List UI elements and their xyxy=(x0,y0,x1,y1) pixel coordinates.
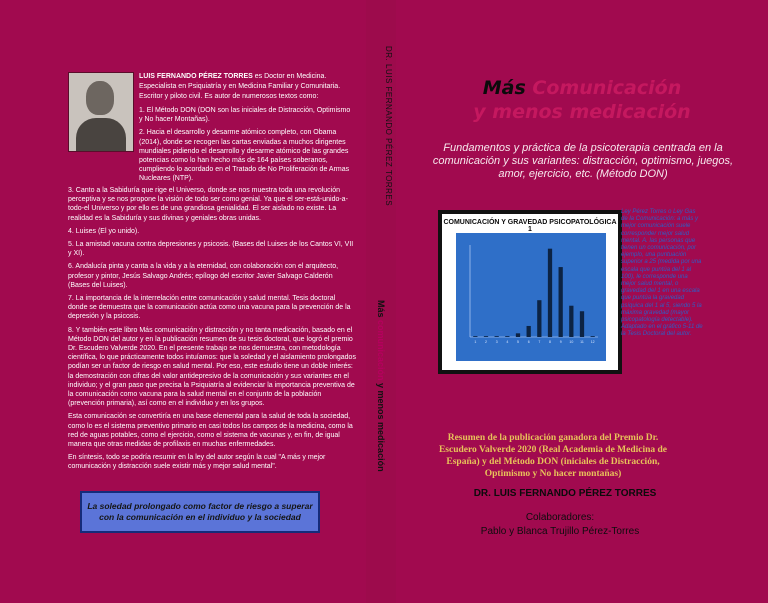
x-tick-label: 9 xyxy=(559,340,562,344)
chart-bar xyxy=(548,249,552,337)
x-tick-label: 1 xyxy=(474,340,477,344)
author-name: LUIS FERNANDO PÉREZ TORRES xyxy=(139,73,253,80)
x-tick-label: 8 xyxy=(549,340,551,344)
work-item: 1. El Método DON (DON son las iniciales de Distracción, Optimismo y No hacer Montañas). xyxy=(139,107,351,124)
x-tick-label: 5 xyxy=(517,340,519,344)
x-tick-label: 3 xyxy=(495,340,498,344)
chart-bar xyxy=(569,306,573,337)
chart-bar xyxy=(559,267,563,337)
book-subtitle: Fundamentos y práctica de la psicoterapia centrada en la comunicación y sus variantes: distracción, optimismo, juegos, amor, ejercicio, etc. (Método DON) xyxy=(432,142,734,180)
author-photo xyxy=(68,72,134,152)
body-paragraph: En síntesis, todo se podría resumir en la ley del autor según la cual "A más y mejor comunicación y distracción suele existir más y mejor salud mental". xyxy=(68,454,326,471)
chart-bar xyxy=(505,336,509,337)
x-tick-label: 7 xyxy=(538,340,541,344)
chart-bar xyxy=(516,333,520,337)
back-cover xyxy=(0,0,366,603)
collaborators-names: Pablo y Blanca Trujillo Pérez-Torres xyxy=(480,526,640,537)
chart-bar xyxy=(495,336,499,337)
chart-bar xyxy=(591,336,595,337)
chart-bar xyxy=(537,300,541,337)
x-tick-label: 12 xyxy=(590,340,595,344)
chart-frame xyxy=(438,210,622,374)
spine-book-title: Más comunicación y menos medicación xyxy=(376,300,386,472)
x-tick-label: 4 xyxy=(506,340,509,344)
works-list-bottom xyxy=(68,186,356,476)
chart-bar xyxy=(527,326,531,337)
work-item: 3. Canto a la Sabiduría que rige el Universo, donde se nos muestra toda una revolución perceptiva y se nos propone la visión de todo ser como genial. Ya que el ser-está-unido-a-todo-el Universo y por ello es de una grandiosa genialidad. El ser aislado no existe. La realidad es la Sabiduría y sus divinas y geniales obras unidas. xyxy=(68,187,348,222)
work-item: 5. La amistad vacuna contra depresiones y psicosis. (Bases del Luises de los Cantos VI, VII y XI). xyxy=(68,241,354,258)
chart-bar xyxy=(580,311,584,337)
work-item: 8. Y también este libro Más comunicación y distracción y no tanta medicación, basado en el Método DON del autor y en la publicación resumen de su tesis doctoral, que logró el premio Dr. Escudero Valverde 2020. En el presente trabajo se nos demuestra, con metodología científica, lo que prácticamente todos intuíamos: que la soledad y el aislamiento prolongados podían ser un factor de riesgo en salud mental. Por eso, este estudio tiene un doble interés: la demostración con cifras del valor antidepresivo de la comunicación y sus variantes en el individuo; y el gran paso que precisa la Psiquiatría al evidenciar la importancia preventiva de la comunicación como vacuna para la salud mental en el conjunto de la población (prevención primaria), así como en el individuo y en los grupos. xyxy=(68,326,356,408)
law-text: Ley Pérez Torres o Ley Gas de la Comunicación: a más y mejor comunicación suele corresponder mejor salud mental. A. las personas que tienen un comunicación, por ejemplo, una puntuación superior a 25 (medida por una escala que puntúa del 1 al 100), le corresponde una mejor salud mental, o gravedad del 1 en una escala que puntúa la gravedad psíquica del 1 al 5, siendo 5 la máxima gravedad (mayor psicopatología detectable). Adaptado en el gráfico 5-11 de la Tesis Doctoral del autor. xyxy=(621,209,703,338)
spine-author: DR. LUIS FERNANDO PÉREZ TORRES xyxy=(384,46,393,207)
work-item: 2. Hacia el desarrollo y desarme atómico completo, con Obama (2014), donde se recogen las cartas enviadas a muchos dirigentes mundiales pidiendo el desarrollo y desarme atómico de las grandes potencias como lo han hecho más de 164 países soberanos, cumpliendo lo acordado en el Tratado de No Proliferación de Armas Nucleares (NTP). xyxy=(139,129,350,183)
work-item: 7. La importancia de la interrelación entre comunicación y salud mental. Tesis doctoral donde se demuestra que la comunicación actúa como una vacuna para la prevención de la depresión y la psicosis. xyxy=(68,295,351,321)
chart-bar xyxy=(484,336,488,337)
x-tick-label: 2 xyxy=(485,340,487,344)
book-title-line2: y menos medicación xyxy=(473,101,691,123)
x-tick-label: 11 xyxy=(580,340,584,344)
tagline-box: La soledad prolongado como factor de riesgo a superar con la comunicación en el individuo y la sociedad xyxy=(80,491,320,533)
x-tick-label: 6 xyxy=(527,340,530,344)
front-author: DR. LUIS FERNANDO PÉREZ TORRES xyxy=(473,488,657,499)
work-item: 6. Andalucía pinta y canta a la vida y a la eternidad, con colaboración con el arquitecto, profesor y pintor, Jesús Salvago Andrés; epílogo del escritor Javier Salvago Calderón (Bases del Luises). xyxy=(68,263,339,289)
work-item: 4. Luises (El yo unido). xyxy=(68,227,140,235)
book-title-line1: Más Comunicación xyxy=(482,77,682,99)
x-tick-label: 10 xyxy=(569,340,574,344)
body-paragraph: Esta comunicación se convertiría en una base elemental para la salud de toda la sociedad, como lo es el sistema preventivo primario en casi todos los campos de la medicina, como la red de aguas potables, como el ejercicio, como el sistema de vacunas y, en fin, de igual manera que otras medidas de profilaxis en muchas enfermedades. xyxy=(68,413,353,449)
collaborators-label: Colaboradores: xyxy=(525,512,595,523)
award-summary: Resumen de la publicación ganadora del Premio Dr. Escudero Valverde 2020 (Real Academia de Medicina de España) y del Método DON (iniciales de Distracción, Optimismo y No hacer montañas) xyxy=(438,433,668,479)
chart-title: COMUNICACIÓN Y GRAVEDAD PSICOPATOLÓGICA 1 xyxy=(443,219,617,233)
author-bio-intro: LUIS FERNANDO PÉREZ TORRES es Doctor en Medicina. Especialista en Psiquiatría y en Medicina Familiar y Comunitaria. Escritor y piloto civil. Es autor de numerosos textos como: xyxy=(139,73,341,100)
works-list-top xyxy=(139,106,355,188)
chart-bar xyxy=(473,336,477,337)
bar-chart xyxy=(456,233,606,361)
